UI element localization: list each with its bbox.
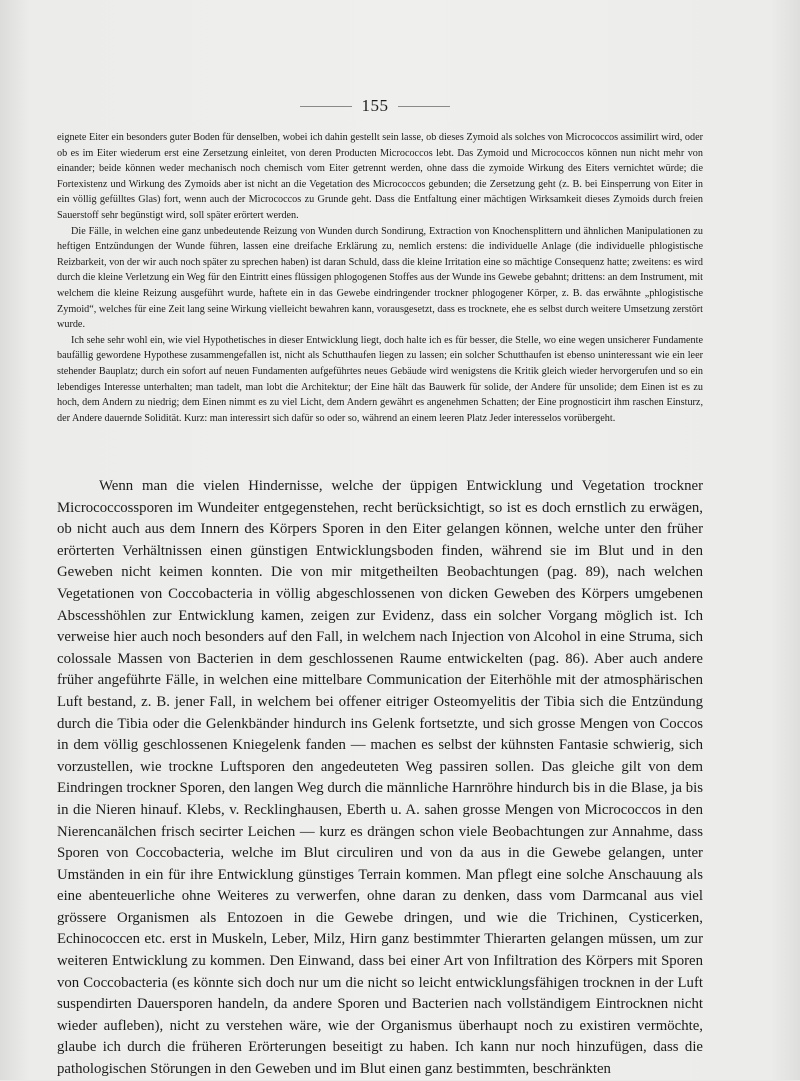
footnote-block: [57, 130, 703, 426]
page-number: 155: [361, 96, 389, 115]
main-text-block: [57, 476, 703, 1081]
page-header: [0, 96, 800, 116]
header-rule-right: [398, 106, 450, 107]
small-paragraph-2: Die Fälle, in welchen eine ganz unbedeutende Reizung von Wunden durch Sondirung, Extraction von Knochensplittern und ähnlichen Manipulationen zu heftigen Entzündungen der Wunde führen, lassen eine dreifache Erklärung zu, nemlich erstens: die individuelle Anlage (die individuelle phlogistische Reizbarkeit, von der wir auch noch später zu sprechen haben) ist daran Schuld, dass die kleine Irritation eine so mächtige Consequenz hatte; zweitens: es wird durch die kleine Verletzung ein Weg für den Eintritt eines flüssigen phlogogenen Stoffes aus der Wunde ins Gewebe gebahnt; drittens: an dem Instrument, mit welchem die kleine Reizung ausgeführt wurde, haftete ein in das Gewebe eindringender trockner phlogogener Körper, z. B. das erwähnte „phlogistische Zymoid“, welches für eine Zeit lang seine Wirkung vielleicht bewahren kann, vorausgesetzt, dass es trocknete, ehe es selbst durch weitere Umsetzung zerstört wurde.: [57, 225, 703, 331]
small-paragraph-3: Ich sehe sehr wohl ein, wie viel Hypothetisches in dieser Entwicklung liegt, doch halte ich es für besser, die Stelle, wo eine wegen unsicherer Fundamente baufällig gewordene Hypothese zusammengefallen ist, nicht als Schutthaufen liegen zu lassen; ein solcher Schutthaufen ist ebenso uninteressant wie ein leer stehender Bauplatz; durch ein sofort auf neuen Fundamenten aufgeführtes neues Gebäude wird wenigstens die Kritik gleich wieder hervorgerufen und so ein lebendiges Interesse unterhalten; man tadelt, man lobt die Architektur; der Eine hält das Bauwerk für solide, der Andere für unsolide; dem Einen ist es zu hoch, dem Andern zu niedrig; dem Einen nimmt es zu viel Licht, dem Andern gewährt es angenehmen Schatten; der Eine prognosticirt ihm raschen Einsturz, der Andere dauernde Solidität. Kurz: man interessirt sich dafür so oder so, während an einem leeren Platz Jeder interesselos vorübergeht.: [57, 334, 703, 424]
header-rule-left: [300, 106, 352, 107]
main-paragraph-1: Wenn man die vielen Hindernisse, welche der üppigen Entwicklung und Vegetation trockner Micrococcossporen im Wundeiter entgegenstehen, recht berücksichtigt, so ist es doch ernstlich zu erwägen, ob nicht auch aus dem Innern des Körpers Sporen in den Eiter gelangen können, welche unter den früher erörterten Verhältnissen einen günstigen Entwicklungsboden finden, während sie im Blut und in den Geweben nicht keimen konnten. Die von mir mitgetheilten Beobachtungen (pag. 89), nach welchen Vegetationen von Coccobacteria in völlig abgeschlossenen von dicken Geweben des Körpers umgebenen Abscesshöhlen zur Entwicklung kamen, zeigen zur Evidenz, dass ein solcher Vorgang möglich ist. Ich verweise hier auch noch besonders auf den Fall, in welchem nach Injection von Alcohol in eine Struma, sich colossale Massen von Bacterien in dem geschlossenen Raume entwickelten (pag. 86). Aber auch andere früher angeführte Fälle, in welchen eine mittelbare Communication der Eiterhöhle mit der atmosphärischen Luft bestand, z. B. jener Fall, in welchem bei offener eitriger Osteomyelitis der Tibia sich die Entzündung durch die Tibia oder die Gelenkbänder hindurch ins Gelenk fortsetzte, und sich grosse Mengen von Coccos in dem völlig geschlossenen Kniegelenk fanden — machen es selbst der kühnsten Fantasie schwierig, sich vorzustellen, wie trockne Luftsporen den angedeuteten Weg passiren sollen. Das gleiche gilt von dem Eindringen trockner Sporen, den langen Weg durch die männliche Harnröhre hindurch bis in die Blase, ja bis in die Nieren hinauf. Klebs, v. Recklinghausen, Eberth u. A. sahen grosse Mengen von Micrococcos in den Nierencanälchen frisch secirter Leichen — kurz es drängen schon viele Beobachtungen zur Annahme, dass Sporen von Coccobacteria, welche im Blut circuliren und von da aus in die Gewebe gelangen, unter Umständen in ein für ihre Entwicklung günstiges Terrain kommen. Man pflegt eine solche Anschauung als eine abenteuerliche ohne Weiteres zu verwerfen, ohne daran zu denken, dass vom Darmcanal aus viel grössere Organismen als Entozoen in die Gewebe dringen, und wie die Trichinen, Cysticerken, Echinococcen etc. erst in Muskeln, Leber, Milz, Hirn ganz bestimmter Thierarten gelangen müssen, um zur weiteren Entwicklung zu kommen. Den Einwand, dass bei einer Art von Infiltration des Körpers mit Sporen von Coccobacteria (es könnte sich doch nur um die nicht so leicht entwicklungsfähigen trocknen in der Luft suspendirten Dauersporen handeln, da andere Sporen und Bacterien nach vollständigem Eintrocknen nicht wieder aufleben), nicht zu verstehen wäre, wie der Organismus überhaupt noch zu existiren vermöchte, glaube ich durch die früheren Erörterungen beseitigt zu haben. Ich kann nur noch hinzufügen, dass die pathologischen Störungen in den Geweben und im Blut einen ganz bestimmten, beschränkten: [57, 478, 703, 1078]
small-paragraph-1: eignete Eiter ein besonders guter Boden für denselben, wobei ich dahin gestellt sein lasse, ob dieses Zymoid als solches von Micrococcos assimilirt wird, oder ob es im Eiter wiederum erst eine Zersetzung einleitet, von deren Producten Micrococcos lebt. Das Zymoid und Micrococcos können nun nicht mehr von einander; beide können weder mechanisch noch chemisch vom Eiter getrennt werden, ohne dass die zymoide Wirkung des Eiters vernichtet würde; die Fortexistenz und Wirkung des Zymoids aber ist nicht an die Vegetation des Micrococcos gebunden; die Zersetzung geht (z. B. bei Einsperrung von Eiter in ein völlig gefülltes Glas) fort, wenn auch der Micrococcos zu Grunde geht. Dass die Entfaltung einer mächtigen Wirksamkeit dieses Zymoids durch freien Sauerstoff sehr begünstigt wird, soll später erörtert werden.: [57, 132, 703, 221]
